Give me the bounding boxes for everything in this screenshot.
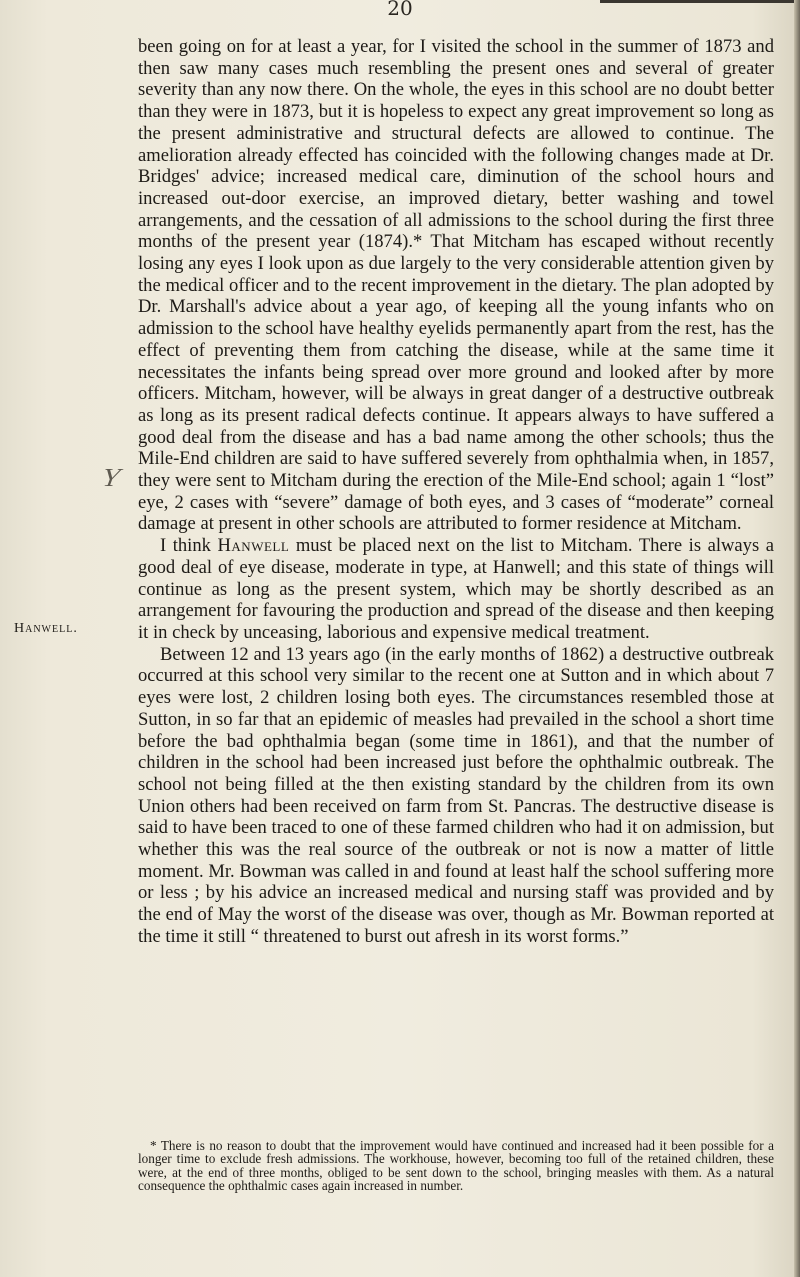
page-edge-shadow (794, 0, 800, 1277)
body-text (138, 36, 774, 948)
paragraph-rest: must be placed next on the list to Mitcham. There is always a good deal of eye disease, moderate in type, at Hanwell; and this state of things will continue as long as the present system, which may be shortly described as an arrangement for favouring the production and spread of the disease and then keeping it in check by unceasing, laborious and expensive medical treatment. (138, 535, 774, 643)
margin-pencil-mark: Y (96, 463, 127, 492)
paragraph-outbreak-1862: Between 12 and 13 years ago (in the early months of 1862) a destructive outbreak occurred at this school very similar to the recent one at Sutton and in which about 7 eyes were lost, 2 children losing both eyes. The circumstances resembled those at Sutton, in so far that an epidemic of measles had prevailed in the school a short time before the bad ophthalmia began (some time in 1861), and that the number of children in the school had been increased just before the ophthalmic outbreak. The school not being filled at the then existing standard by the children from its own Union others had been received on farm from St. Pancras. The destructive disease is said to have been traced to one of these farmed children who had it on admission, but whether this was the real source of the outbreak or not is now a matter of little moment. Mr. Bowman was called in and found at least half the school suffering more or less ; by his advice an increased medical and nursing staff was provided and by the end of May the worst of the disease was over, though as Mr. Bowman reported at the time it still “ threatened to burst out afresh in its worst forms.” (138, 643, 774, 947)
side-heading-hanwell: Hanwell. (14, 621, 78, 636)
hanwell-name: Hanwell (217, 535, 290, 557)
paragraph-lead: I think (160, 535, 218, 557)
paragraph-mitcham: been going on for at least a year, for I visited the school in the summer of 1873 and then saw many cases much resembling the present ones and several of greater severity than any now there. On the whole, the eyes in this school are no doubt better than they were in 1873, but it is hopeless to expect any great improvement so long as the present administrative and structural defects are allowed to continue. The amelioration already effected has coincided with the following changes made at Dr. Bridges' advice; increased medical care, diminution of the school hours and increased out-door exercise, an improved dietary, better washing and towel arrangements, and the cessation of all admissions to the school during the first three months of the present year (1874).* That Mitcham has escaped without recently losing any eyes I look upon as due largely to the very considerable attention given by the medical officer and to the recent improvement in the dietary. The plan adopted by Dr. Marshall's advice about a year ago, of keeping all the young infants who on admission to the school have healthy eyelids permanently apart from the rest, has the effect of preventing them from catching the disease, while at the same time it necessitates the infants being spread over more ground and looked after by more officers. Mitcham, however, will be always in great danger of a destructive outbreak as long as its present radical defects continue. It appears always to have suffered a good deal from the disease and has a bad name among the other schools; thus the Mile-End children are said to have suffered severely from ophthalmia when, in 1857, they were sent to Mitcham during the erection of the Mile-End school; again 1 “lost” eye, 2 cases with “severe” damage of both eyes, and 3 cases of “moderate” corneal damage at present in other schools are attributed to former residence at Mitcham. (138, 36, 774, 535)
footnote: * There is no reason to doubt that the improvement would have continued and increased had it been possible for a longer time to exclude fresh admissions. The workhouse, however, becoming too full of the retained children, these were, at the end of three months, obliged to be sent down to the school, bringing measles with them. As a natural consequence the ophthalmic cases again increased in number. (138, 1138, 774, 1194)
page-number: 20 (387, 0, 413, 20)
paragraph-hanwell-intro (138, 535, 774, 644)
